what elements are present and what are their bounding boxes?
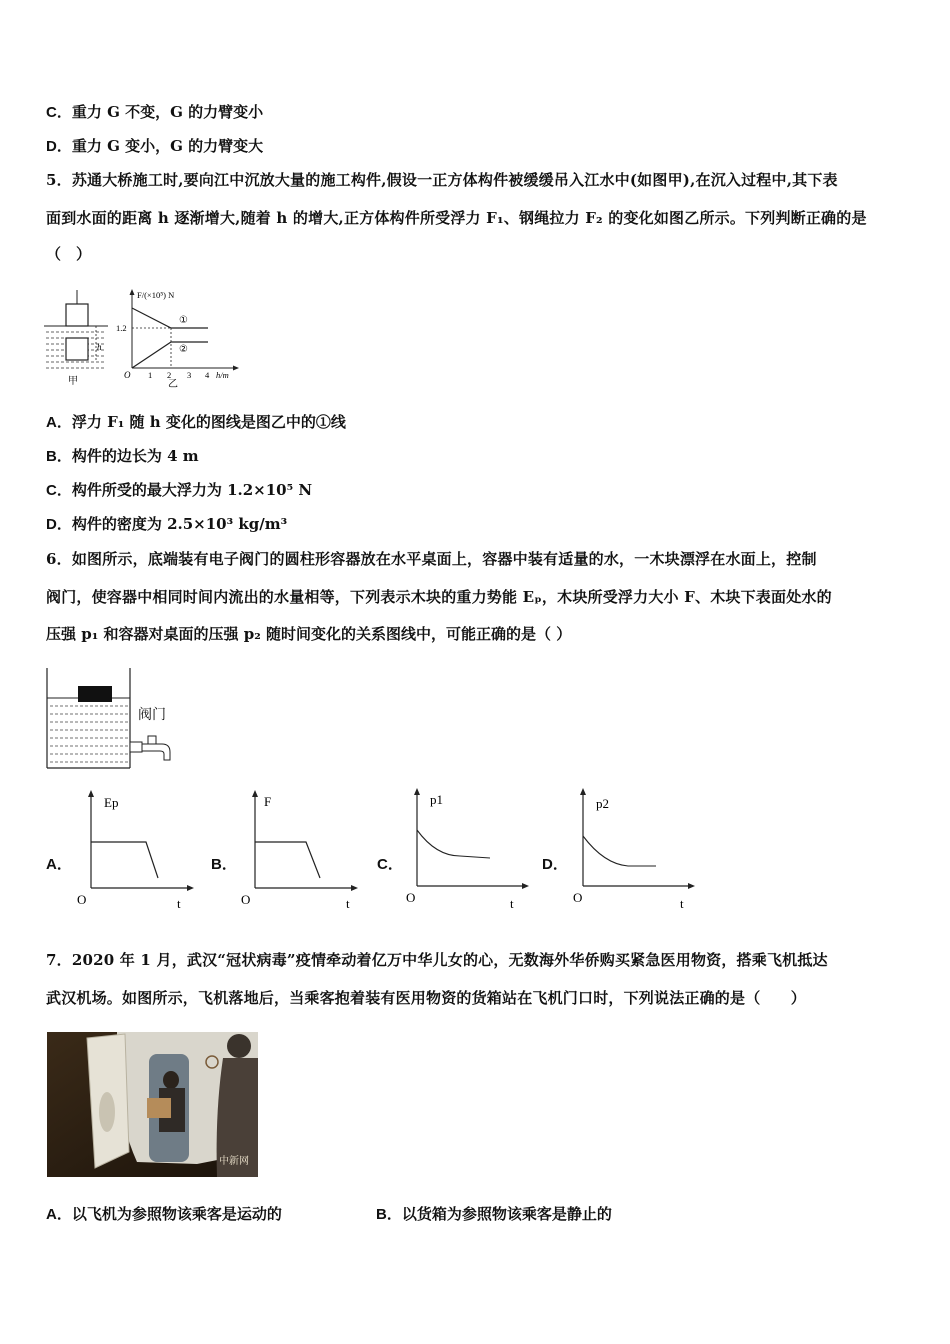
graph-b-ylabel: F xyxy=(264,794,272,809)
upper-block xyxy=(66,304,88,326)
x-tick-1: 1 xyxy=(148,370,153,380)
q7-stem-line1: 7．2020 年 1 月，武汉“冠状病毒”疫情牵动着亿万中华儿女的心，无数海外华侨购买紧急医用物资，搭乘飞机抵达 xyxy=(46,951,828,969)
q7-photo xyxy=(47,1032,258,1177)
graph-c-ylabel: p1 xyxy=(430,792,443,807)
q5-stem-line3: （ ） xyxy=(46,245,92,263)
q7-stem-line2: 武汉机场。如图所示，飞机落地后，当乘客抱着装有医用物资的货箱站在飞机门口时，下列说法正确的是（ ） xyxy=(46,989,807,1007)
graph-d-origin: O xyxy=(573,890,583,905)
y-arrow xyxy=(580,788,586,795)
graph-a-xlabel: t xyxy=(177,896,181,911)
q7-option-b: B．以货箱为参照物该乘客是静止的 xyxy=(376,1205,612,1223)
graph-a-ylabel: Ep xyxy=(104,795,119,810)
q6-option-c-letter: C． xyxy=(377,856,403,873)
x-arrow xyxy=(688,883,695,889)
y-arrow xyxy=(252,790,258,797)
q6-stem-line3: 压强 p₁ 和容器对桌面的压强 p₂ 随时间变化的关系图线中，可能正确的是（ ） xyxy=(46,625,572,643)
y-arrow xyxy=(130,289,135,295)
y-axis-label: F/(×10⁵) N xyxy=(137,290,175,300)
graph-b-xlabel: t xyxy=(346,896,350,911)
wood-block xyxy=(78,686,112,702)
graph-b-origin: O xyxy=(241,892,251,907)
door-window xyxy=(99,1092,115,1132)
curve-2-label: ② xyxy=(179,344,188,355)
x-tick-4: 4 xyxy=(205,370,210,380)
graph-c-origin: O xyxy=(406,890,416,905)
graph-d-curve xyxy=(583,836,656,866)
graph-c-curve xyxy=(417,830,490,858)
y-tick: 1.2 xyxy=(116,323,127,333)
q6-graph-c xyxy=(398,786,533,912)
valve-body xyxy=(130,742,142,752)
valve-knob xyxy=(148,736,156,744)
q7-option-a: A．以飞机为参照物该乘客是运动的 xyxy=(46,1205,282,1223)
x-arrow xyxy=(187,885,194,891)
x-tick-3: 3 xyxy=(187,370,192,380)
x-tick-2: 2 xyxy=(167,370,172,380)
q5-stem-line2: 面到水面的距离 h 逐渐增大,随着 h 的增大,正方体构件所受浮力 F₁、钢绳拉力 F₂ 的变化如图乙所示。下列判断正确的是 xyxy=(46,209,867,227)
q6-stem-line2: 阀门，使容器中相同时间内流出的水量相等，下列表示木块的重力势能 Eₚ，木块所受浮力大小 F、木块下表面处水的 xyxy=(46,588,832,606)
q6-option-a-letter: A． xyxy=(46,856,72,873)
y-arrow xyxy=(88,790,94,797)
curve-1-label: ① xyxy=(179,315,188,326)
graph-a-origin: O xyxy=(77,892,87,907)
bystander-head xyxy=(227,1034,251,1058)
water-fill xyxy=(50,706,128,762)
q4-option-c: C．重力 G 不变，G 的力臂变小 xyxy=(46,103,264,121)
origin-label: O xyxy=(124,370,131,380)
curve-2 xyxy=(132,342,208,368)
graph-a-curve xyxy=(91,842,158,878)
q5-stem-line1: 5．苏通大桥施工时,要向江中沉放大量的施工构件,假设一正方体构件被缓缓吊入江水中(如图甲),在沉入过程中,其下表 xyxy=(46,171,838,189)
x-axis-label: h/m xyxy=(216,370,229,380)
q6-option-d-letter: D． xyxy=(542,856,568,873)
graph-c-xlabel: t xyxy=(510,896,514,911)
graph-d-ylabel: p2 xyxy=(596,796,609,811)
x-arrow xyxy=(233,366,239,371)
valve-label: 阀门 xyxy=(138,707,166,723)
q6-graph-b xyxy=(236,788,366,914)
q5-figure xyxy=(40,286,250,390)
q5-option-c: C．构件所受的最大浮力为 1.2×10⁵ N xyxy=(46,481,313,499)
x-arrow xyxy=(522,883,529,889)
submerged-block xyxy=(66,338,88,360)
cargo-box xyxy=(147,1098,171,1118)
yi-label: 乙 xyxy=(168,379,178,390)
graph-d-xlabel: t xyxy=(680,896,684,911)
q6-stem-line1: 6．如图所示，底端装有电子阀门的圆柱形容器放在水平桌面上，容器中装有适量的水，一木块漂浮在水面上，控制 xyxy=(46,550,817,568)
q5-figure-svg xyxy=(40,286,250,390)
q5-option-b: B．构件的边长为 4 m xyxy=(46,447,199,465)
x-arrow xyxy=(351,885,358,891)
q4-option-d: D．重力 G 变小，G 的力臂变大 xyxy=(46,137,264,155)
q6-graph-a xyxy=(72,788,202,914)
q6-option-b-letter: B． xyxy=(211,856,237,873)
q5-option-d: D．构件的密度为 2.5×10³ kg/m³ xyxy=(46,515,288,533)
jia-label: 甲 xyxy=(68,376,78,387)
passenger-head xyxy=(163,1071,179,1089)
photo-watermark: 中新网 xyxy=(219,1156,249,1167)
y-arrow xyxy=(414,788,420,795)
graph-b-curve xyxy=(255,842,320,878)
h-label: h xyxy=(97,342,102,352)
q6-graph-d xyxy=(564,786,699,912)
faucet-icon xyxy=(142,744,170,760)
curve-1 xyxy=(132,308,208,328)
q5-option-a: A．浮力 F₁ 随 h 变化的图线是图乙中的①线 xyxy=(46,413,346,431)
